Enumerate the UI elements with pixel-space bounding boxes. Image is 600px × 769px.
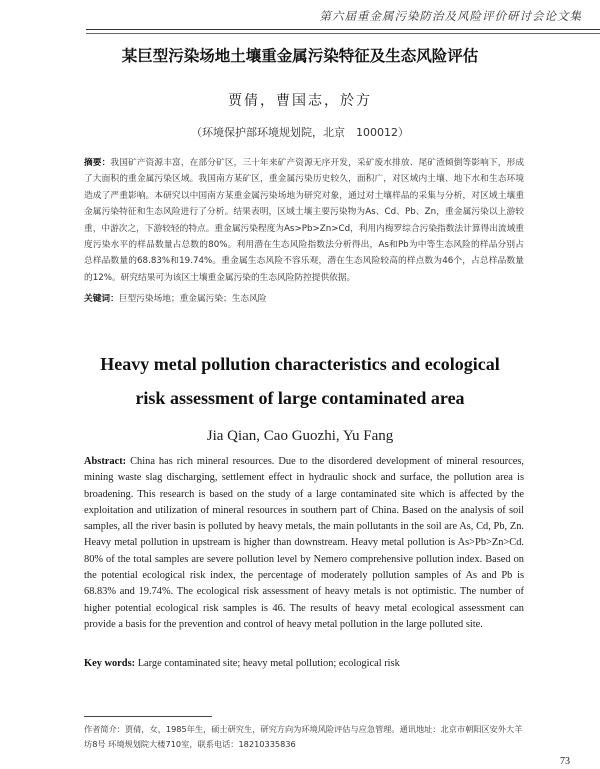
en-title-line-2: risk assessment of large contaminated area xyxy=(135,388,465,408)
cn-abstract xyxy=(84,155,524,286)
cn-abstract-label: 摘要： xyxy=(84,158,111,168)
footnote-label: 作者简介： xyxy=(84,724,125,734)
en-authors: Jia Qian, Cao Guozhi, Yu Fang xyxy=(206,428,394,444)
page-number: 73 xyxy=(560,756,570,767)
en-abstract-text: China has rich mineral resources. Due to the disordered development of mineral resources, mining waste slag discharging, settlement effect in hydraulic shock and surface, the pollution area is broadening. This research is based on the study of a large contaminated site which is affected by the exploitation and utilization of mineral resources in southern part of China. Based on the analysis of soil samples, all the river basin is polluted by heavy metals, the main pollutants in the soil are As, Cd, Pb, Zn. Heavy metal pollution in upstream is higher than downstream. Heavy metal pollution is As>Pb>Zn>Cd. 80% of the total samples are severe pollution level by Nemero comprehensive pollution index. Based on the potential ecological risk index, the percentage of moderately pollution samples of As and Pb is 68.83% and 19.74%. The ecological risk assessment of heavy metals is not optimistic. The number of higher potential ecological risk samples is 46. The results of heavy metal ecological assessment can provide a basis for the prevention and control of heavy metal pollution in the large polluted site. xyxy=(84,456,524,630)
header-rule-thin xyxy=(86,33,600,34)
cn-keywords-text: 巨型污染场地；重金属污染；生态风险 xyxy=(118,294,267,304)
en-abstract xyxy=(84,454,524,633)
footnote-rule xyxy=(84,716,212,717)
cn-abstract-text: 我国矿产资源丰富，在部分矿区，三十年来矿产资源无序开发，采矿废水排放、尾矿渣倾倒等影响下，形成了大面积的重金属污染区域。我国南方某矿区，重金属污染历史较久，面积广，对区域内土壤、地下水和生态环境造成了严重影响。本研究以中国南方某重金属污染场地为研究对象，通过对土壤样品的采集与分析，对区域土壤重金属污染特征和生态风险进行了分析。结果表明，区域土壤主要污染物为As、Cd、Pb、Zn，重金属污染以上游较重，中游次之，下游较轻的特点。重金属污染程度为As>Pb>Zn>Cd，利用内梅罗综合污染指数法计算得出流域重度污染水平的样品数量占总数的80%。利用潜在生态风险指数法分析得出，As和Pb为中等生态风险的样品分别占总样品数量的68.83%和19.74%。重金属生态风险不容乐观，潜在生态风险较高的样点数为46个，占总样品数量的12%。研究结果可为该区土壤重金属污染的生态风险防控提供依据。 xyxy=(84,158,525,283)
cn-keywords xyxy=(84,292,524,304)
cn-keywords-label: 关键词： xyxy=(84,294,119,304)
en-keywords xyxy=(84,658,524,669)
cn-authors: 贾倩，曹国志，於方 xyxy=(228,93,372,109)
cn-affiliation: （环境保护部环境规划院，北京 100012） xyxy=(191,126,409,139)
author-footnote xyxy=(84,722,530,752)
en-title xyxy=(0,347,600,415)
header-rule xyxy=(86,29,600,30)
en-abstract-label: Abstract: xyxy=(84,456,127,467)
en-keywords-text: Large contaminated site; heavy metal pollution; ecological risk xyxy=(137,658,400,669)
en-title-line-1: Heavy metal pollution characteristics and ecological xyxy=(100,354,500,374)
footnote-text: 贾倩，女，1985年生，硕士研究生，研究方向为环境风险评估与应急管理。通讯地址：北京市朝阳区安外大羊坊8号 环境规划院大楼710室，联系电话：18210335836 xyxy=(84,724,523,749)
en-keywords-label: Key words: xyxy=(84,658,136,669)
running-head: 第六届重金属污染防治及风险评价研讨会论文集 xyxy=(319,9,582,23)
cn-title: 某巨型污染场地土壤重金属污染特征及生态风险评估 xyxy=(121,47,479,65)
